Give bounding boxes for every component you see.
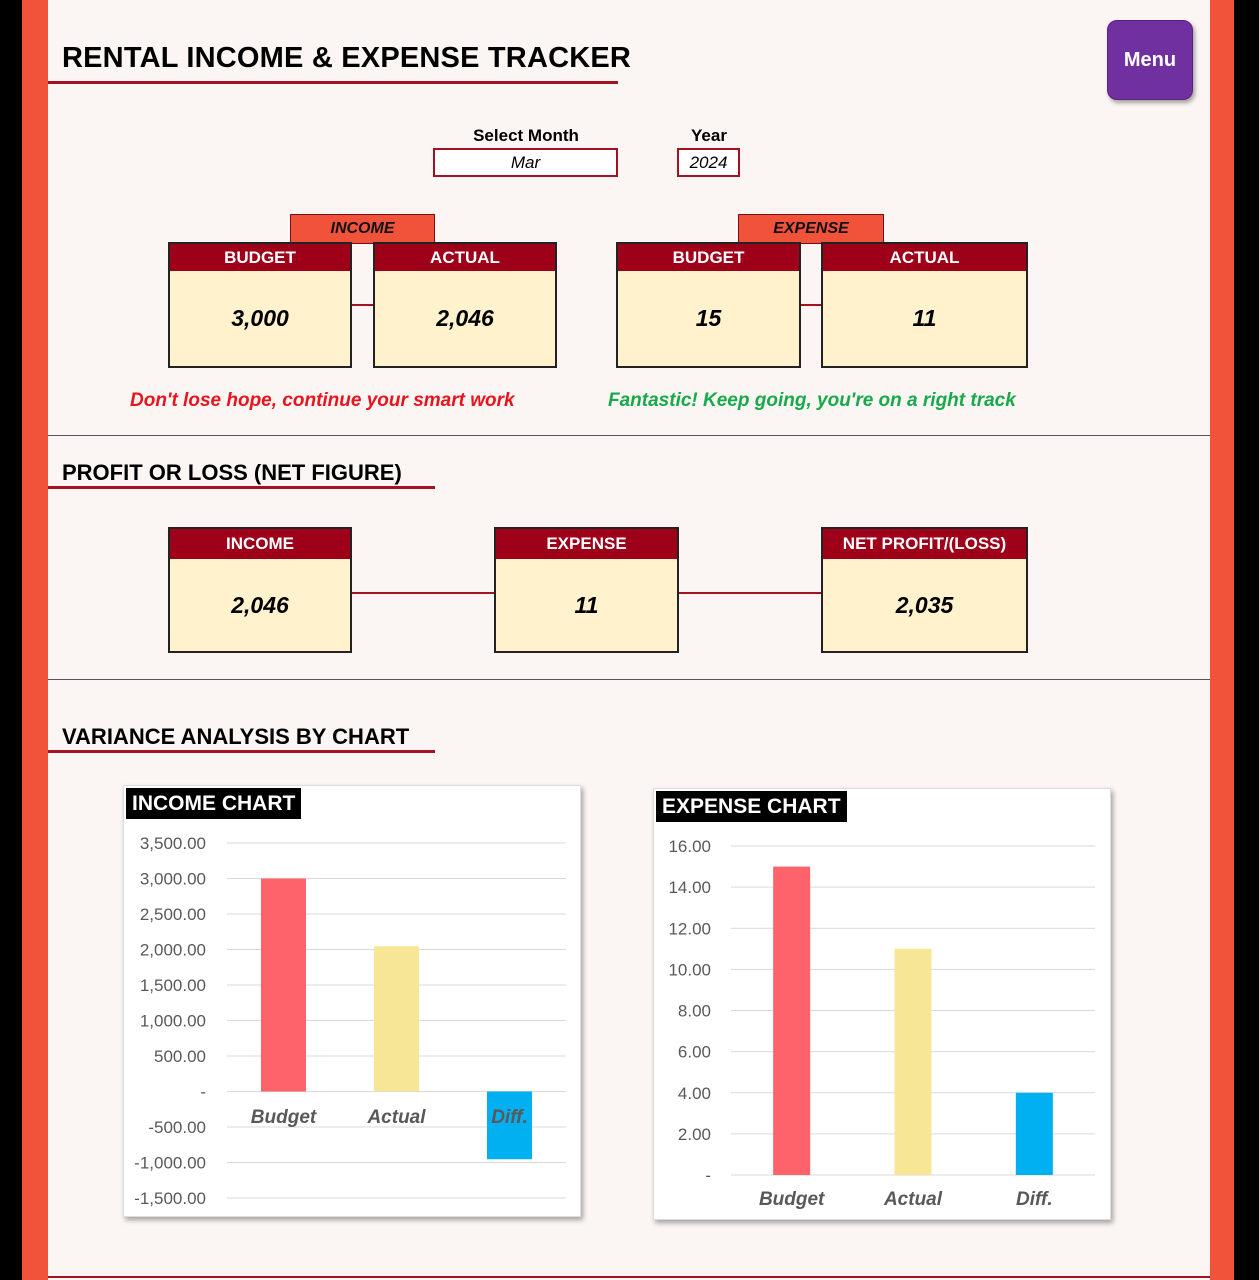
income-budget-value: 3,000	[231, 305, 289, 331]
y-tick-label: -	[200, 1082, 206, 1102]
income-budget-card	[168, 242, 352, 368]
y-tick-label: -1,500.00	[134, 1189, 206, 1208]
y-tick-label: -500.00	[148, 1118, 206, 1137]
expense-message: Fantastic! Keep going, you're on a right track	[608, 390, 1016, 411]
income-chart[interactable]	[123, 785, 581, 1217]
income-actual-card	[373, 242, 557, 368]
income-message: Don't lose hope, continue your smart work	[130, 390, 515, 411]
section-divider-2	[48, 679, 1210, 680]
y-tick-label: 12.00	[668, 919, 711, 939]
y-tick-label: 2,500.00	[139, 905, 206, 924]
year-label: Year	[691, 126, 727, 145]
net-expense-value: 11	[574, 591, 599, 618]
x-category-label: Diff.	[1016, 1189, 1053, 1210]
expense-chart-plot	[654, 789, 1110, 1219]
right-border-stripe	[1210, 0, 1234, 1280]
section-divider	[48, 435, 1210, 436]
y-tick-label: 1,500.00	[139, 976, 206, 995]
expense-actual-card	[821, 242, 1028, 368]
expense-connector	[800, 304, 822, 306]
income-chart-title: INCOME CHART	[126, 788, 301, 819]
expense-chart[interactable]	[653, 788, 1111, 1220]
bottom-border-line	[48, 1276, 1210, 1278]
y-tick-label: -1,000.00	[134, 1153, 206, 1173]
profit-connector-2	[677, 592, 822, 594]
net-income-card	[168, 527, 352, 653]
expense-tab: EXPENSE	[738, 214, 884, 244]
y-tick-label: 2.00	[677, 1124, 711, 1144]
variance-title-underline	[48, 750, 435, 753]
bar-diff[interactable]	[1016, 1093, 1053, 1175]
bar-budget[interactable]	[773, 867, 810, 1175]
y-tick-label: 6.00	[677, 1042, 711, 1062]
month-select[interactable]: Mar	[433, 148, 618, 177]
expense-chart-title: EXPENSE CHART	[656, 791, 847, 822]
expense-budget-value: 15	[695, 305, 722, 331]
x-category-label: Budget	[250, 1107, 317, 1128]
net-profit-card	[821, 527, 1028, 653]
income-tab: INCOME	[290, 214, 435, 244]
variance-section-title: VARIANCE ANALYSIS BY CHART	[62, 724, 410, 749]
expense-actual-value: 11	[912, 305, 937, 331]
income-actual-label: ACTUAL	[375, 244, 555, 271]
net-profit-label: NET PROFIT/(LOSS)	[823, 529, 1026, 559]
y-tick-label: 4.00	[677, 1083, 711, 1103]
y-tick-label: 2,000.00	[139, 940, 206, 960]
y-tick-label: 3,500.00	[139, 834, 206, 853]
income-chart-plot	[124, 786, 580, 1216]
bar-actual[interactable]	[895, 949, 932, 1175]
expense-budget-card	[616, 242, 801, 368]
y-tick-label: 14.00	[668, 878, 711, 898]
y-tick-label: 10.00	[668, 960, 711, 980]
x-category-label: Diff.	[491, 1107, 528, 1128]
net-expense-card	[494, 527, 679, 653]
net-income-label: INCOME	[170, 529, 350, 559]
income-actual-value: 2,046	[436, 305, 494, 331]
net-expense-label: EXPENSE	[496, 529, 677, 559]
right-edge	[1234, 0, 1259, 1280]
y-tick-label: -	[705, 1166, 711, 1185]
y-tick-label: 3,000.00	[139, 869, 206, 889]
expense-actual-label: ACTUAL	[823, 244, 1026, 271]
expense-budget-label: BUDGET	[618, 244, 799, 271]
income-budget-label: BUDGET	[170, 244, 350, 271]
net-income-value: 2,046	[231, 591, 289, 618]
y-tick-label: 500.00	[154, 1047, 206, 1066]
y-tick-label: 8.00	[677, 1001, 711, 1021]
bar-budget[interactable]	[261, 879, 306, 1092]
income-connector	[351, 304, 374, 306]
profit-title-underline	[48, 486, 435, 489]
x-category-label: Actual	[883, 1189, 943, 1210]
left-border-stripe	[22, 0, 48, 1280]
select-month-label: Select Month	[473, 126, 579, 145]
x-category-label: Actual	[367, 1107, 426, 1128]
title-underline	[48, 81, 618, 84]
net-profit-value: 2,035	[895, 591, 954, 618]
profit-section-title: PROFIT OR LOSS (NET FIGURE)	[62, 460, 402, 485]
menu-button[interactable]: Menu	[1107, 20, 1193, 100]
y-tick-label: 1,000.00	[139, 1011, 206, 1031]
page-title: RENTAL INCOME & EXPENSE TRACKER	[62, 42, 632, 74]
year-select[interactable]: 2024	[677, 148, 740, 177]
profit-connector-1	[351, 592, 496, 594]
y-tick-label: 16.00	[668, 837, 711, 856]
x-category-label: Budget	[758, 1189, 825, 1210]
bar-actual[interactable]	[374, 946, 419, 1091]
